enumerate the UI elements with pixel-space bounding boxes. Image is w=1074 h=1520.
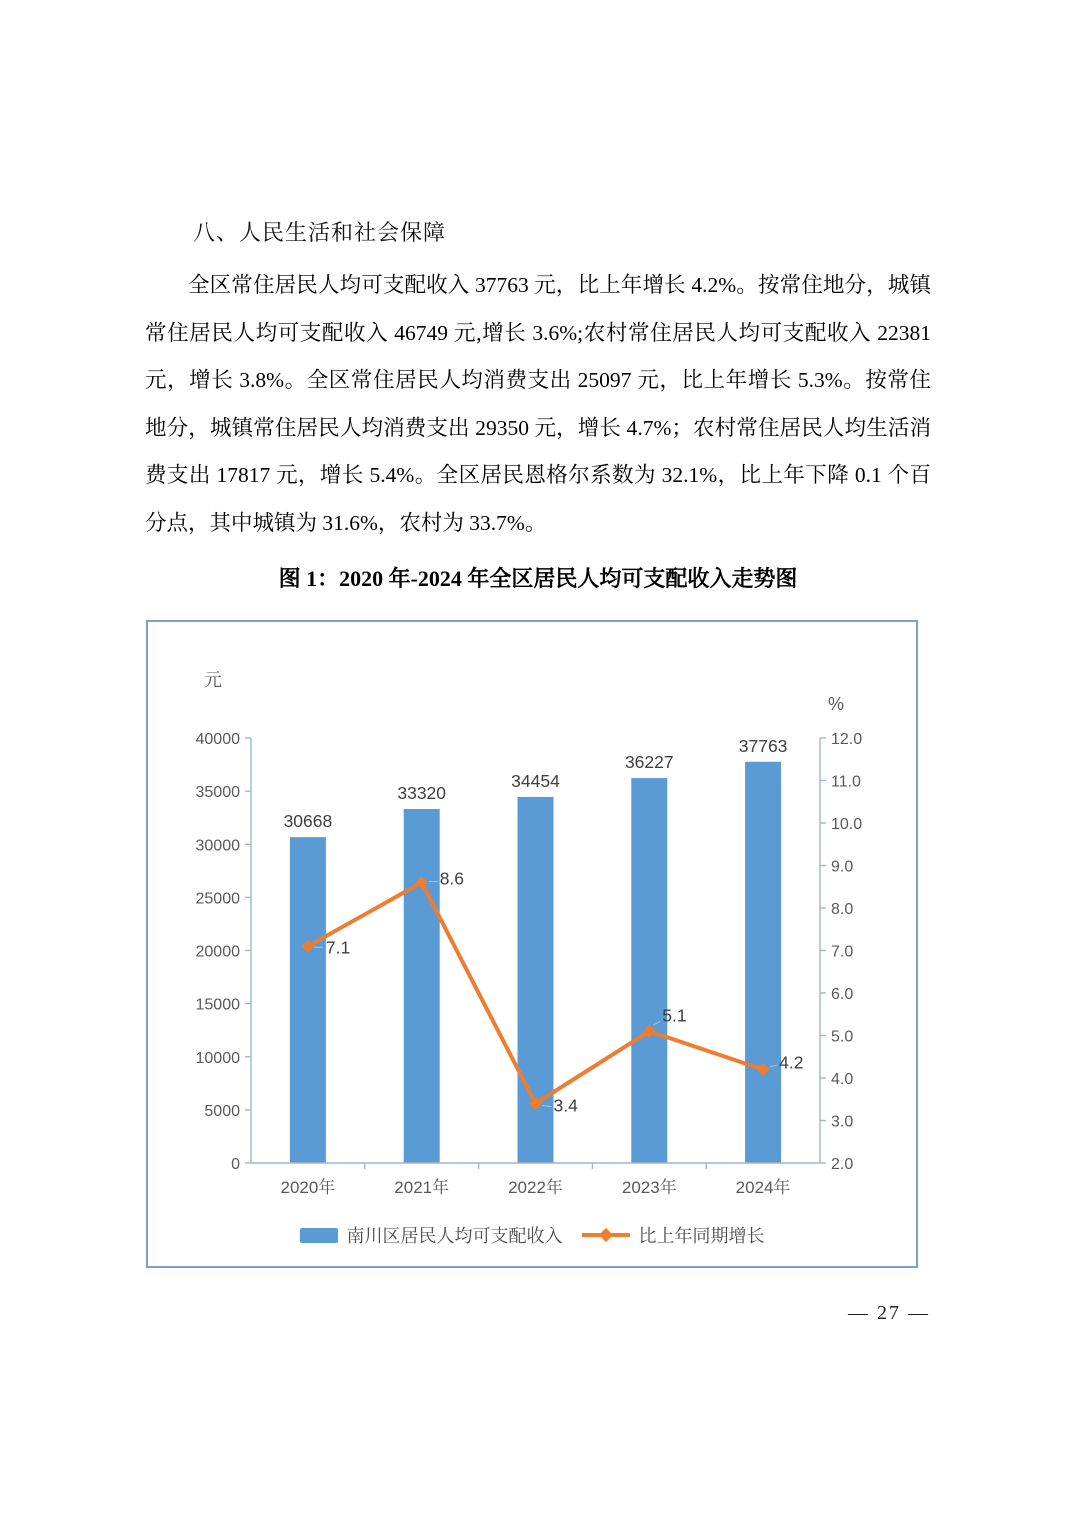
line-value-label: 3.4 bbox=[553, 1095, 578, 1116]
bar-2023年 bbox=[631, 778, 667, 1163]
x-axis-category-label: 2023年 bbox=[621, 1178, 677, 1197]
legend-bar-label: 南川区居民人均可支配收入 bbox=[346, 1226, 563, 1246]
x-axis-category-label: 2024年 bbox=[735, 1178, 791, 1197]
bar-value-label: 33320 bbox=[397, 782, 447, 803]
right-axis-tick-label: 7.0 bbox=[831, 943, 854, 961]
left-axis-tick-label: 40000 bbox=[195, 731, 240, 748]
paragraph-line: 分点，其中城镇为 31.6%，农村为 33.7%。 bbox=[145, 510, 547, 535]
right-axis-tick-label: 2.0 bbox=[831, 1156, 854, 1173]
right-axis-tick-label: 12.0 bbox=[831, 731, 863, 748]
chart-container bbox=[146, 620, 918, 1268]
line-value-label: 4.2 bbox=[779, 1052, 804, 1073]
line-value-label: 8.6 bbox=[439, 868, 465, 889]
legend-line-swatch-icon bbox=[582, 1228, 630, 1242]
x-axis-category-label: 2021年 bbox=[394, 1178, 450, 1197]
left-axis-unit-label: 元 bbox=[204, 670, 222, 690]
section-heading: 八、人民生活和社会保障 bbox=[193, 220, 447, 245]
line-value-label: 7.1 bbox=[325, 937, 351, 958]
right-axis-unit-label: % bbox=[828, 694, 845, 714]
paragraph-line: 元，增长 3.8%。全区常住居民人均消费支出 25097 元，比上年增长 5.3%。按常住 bbox=[145, 368, 931, 393]
left-axis-tick-label: 35000 bbox=[195, 784, 240, 802]
paragraph-line: 全区常住居民人均可支配收入 37763 元，比上年增长 4.2%。按常住地分，城镇 bbox=[188, 273, 931, 297]
paragraph-line: 常住居民人均可支配收入 46749 元,增长 3.6%;农村常住居民人均可支配收入 22381 bbox=[145, 320, 931, 345]
bar-value-label: 36227 bbox=[624, 752, 674, 773]
left-axis-tick-label: 0 bbox=[231, 1156, 240, 1173]
legend-line-label: 比上年同期增长 bbox=[638, 1226, 765, 1246]
left-axis-tick-label: 20000 bbox=[195, 943, 240, 961]
bar-value-label: 37763 bbox=[738, 735, 788, 756]
right-axis-tick-label: 6.0 bbox=[831, 986, 854, 1003]
right-axis-tick-label: 10.0 bbox=[831, 816, 863, 833]
right-axis-tick-label: 4.0 bbox=[831, 1071, 854, 1088]
right-axis-tick-label: 3.0 bbox=[831, 1113, 854, 1131]
bar-2020年 bbox=[290, 837, 326, 1163]
line-value-label: 5.1 bbox=[662, 1005, 687, 1026]
right-axis-tick-label: 8.0 bbox=[831, 901, 854, 918]
paragraph-line: 费支出 17817 元，增长 5.4%。全区居民恩格尔系数为 32.1%，比上年下降 0.1 个百 bbox=[145, 463, 931, 488]
legend-bar-swatch-icon bbox=[300, 1228, 338, 1243]
figure-caption: 图 1：2020 年-2024 年全区居民人均可支配收入走势图 bbox=[278, 566, 798, 591]
bar-2021年 bbox=[404, 809, 440, 1163]
right-axis-tick-label: 11.0 bbox=[831, 773, 861, 791]
right-axis-tick-label: 9.0 bbox=[831, 858, 854, 876]
bar-value-label: 30668 bbox=[283, 811, 333, 832]
x-axis-category-label: 2022年 bbox=[508, 1178, 563, 1197]
left-axis-tick-label: 25000 bbox=[195, 890, 240, 908]
legend-diamond-marker-icon bbox=[598, 1228, 612, 1242]
left-axis-tick-label: 15000 bbox=[195, 996, 240, 1014]
x-axis-category-label: 2020年 bbox=[280, 1178, 336, 1197]
right-axis-tick-label: 5.0 bbox=[831, 1028, 854, 1046]
left-axis-tick-label: 10000 bbox=[195, 1049, 240, 1067]
bar-2024年 bbox=[745, 762, 781, 1163]
bar-value-label: 34454 bbox=[511, 770, 560, 791]
paragraph-line: 地分，城镇常住居民人均消费支出 29350 元，增长 4.7%；农村常住居民人均生活消 bbox=[145, 415, 931, 440]
left-axis-tick-label: 5000 bbox=[204, 1102, 240, 1120]
chart-legend bbox=[148, 1222, 916, 1248]
income-trend-chart bbox=[148, 622, 916, 1266]
left-axis-tick-label: 30000 bbox=[195, 837, 240, 855]
body-paragraph bbox=[145, 262, 931, 548]
page-number: — 27 — bbox=[848, 1302, 930, 1324]
